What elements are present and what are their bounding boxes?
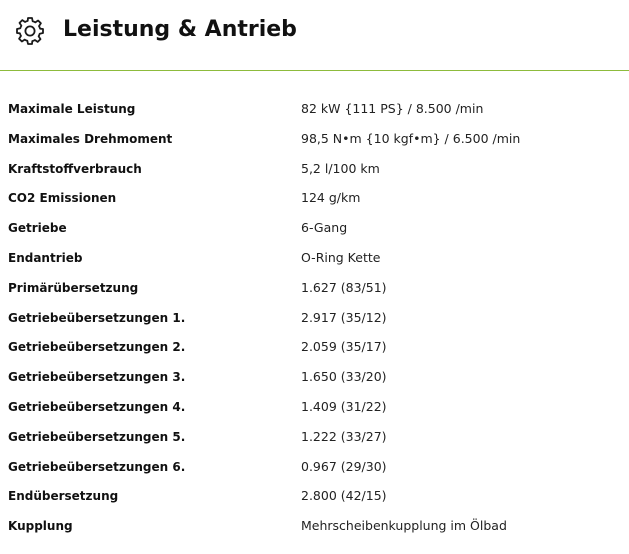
spec-row	[0, 481, 629, 511]
spec-label: Maximales Drehmoment	[8, 131, 173, 146]
gear-icon	[14, 15, 46, 47]
spec-row	[0, 183, 629, 213]
spec-row	[0, 154, 629, 184]
spec-table	[0, 94, 629, 541]
spec-row	[0, 243, 629, 273]
spec-row	[0, 392, 629, 422]
spec-row	[0, 94, 629, 124]
spec-row	[0, 332, 629, 362]
spec-label: Getriebeübersetzungen 1.	[8, 310, 186, 325]
spec-value: 82 kW {111 PS} / 8.500 /min	[301, 101, 484, 116]
spec-label: CO2 Emissionen	[8, 191, 117, 206]
spec-row	[0, 452, 629, 482]
spec-row	[0, 511, 629, 541]
spec-row	[0, 213, 629, 243]
spec-value: 1.222 (33/27)	[301, 428, 387, 444]
spec-value: 98,5 N•m {10 kgf•m} / 6.500 /min	[301, 130, 521, 146]
spec-value: O-Ring Kette	[301, 249, 381, 265]
spec-label: Endübersetzung	[8, 489, 119, 504]
spec-label: Primärübersetzung	[8, 280, 139, 295]
spec-value: 1.627 (83/51)	[301, 279, 387, 295]
spec-row	[0, 422, 629, 452]
spec-value: 6-Gang	[301, 220, 348, 236]
spec-label: Kraftstoffverbrauch	[8, 161, 142, 176]
spec-value: 1.409 (31/22)	[301, 398, 387, 414]
spec-value: 0.967 (29/30)	[301, 458, 387, 474]
spec-label: Getriebeübersetzungen 4.	[8, 399, 186, 414]
spec-value: 124 g/km	[301, 190, 361, 206]
spec-value: 2.917 (35/12)	[301, 309, 387, 325]
spec-label: Getriebe	[8, 221, 67, 236]
section-title: Leistung & Antrieb	[63, 17, 297, 42]
spec-row	[0, 124, 629, 154]
section-header	[0, 0, 629, 71]
spec-label: Maximale Leistung	[8, 102, 136, 116]
spec-row	[0, 303, 629, 333]
spec-row	[0, 362, 629, 392]
spec-label: Getriebeübersetzungen 2.	[8, 340, 186, 355]
spec-label: Getriebeübersetzungen 6.	[8, 459, 186, 474]
spec-label: Kupplung	[8, 519, 73, 534]
spec-label: Getriebeübersetzungen 3.	[8, 370, 186, 385]
spec-value: Mehrscheibenkupplung im Ölbad	[301, 518, 507, 534]
spec-value: 5,2 l/100 km	[301, 160, 380, 176]
spec-label: Getriebeübersetzungen 5.	[8, 429, 186, 444]
spec-row	[0, 273, 629, 303]
spec-value: 1.650 (33/20)	[301, 369, 387, 385]
spec-value: 2.800 (42/15)	[301, 488, 387, 504]
spec-label: Endantrieb	[8, 250, 83, 265]
spec-value: 2.059 (35/17)	[301, 339, 387, 355]
